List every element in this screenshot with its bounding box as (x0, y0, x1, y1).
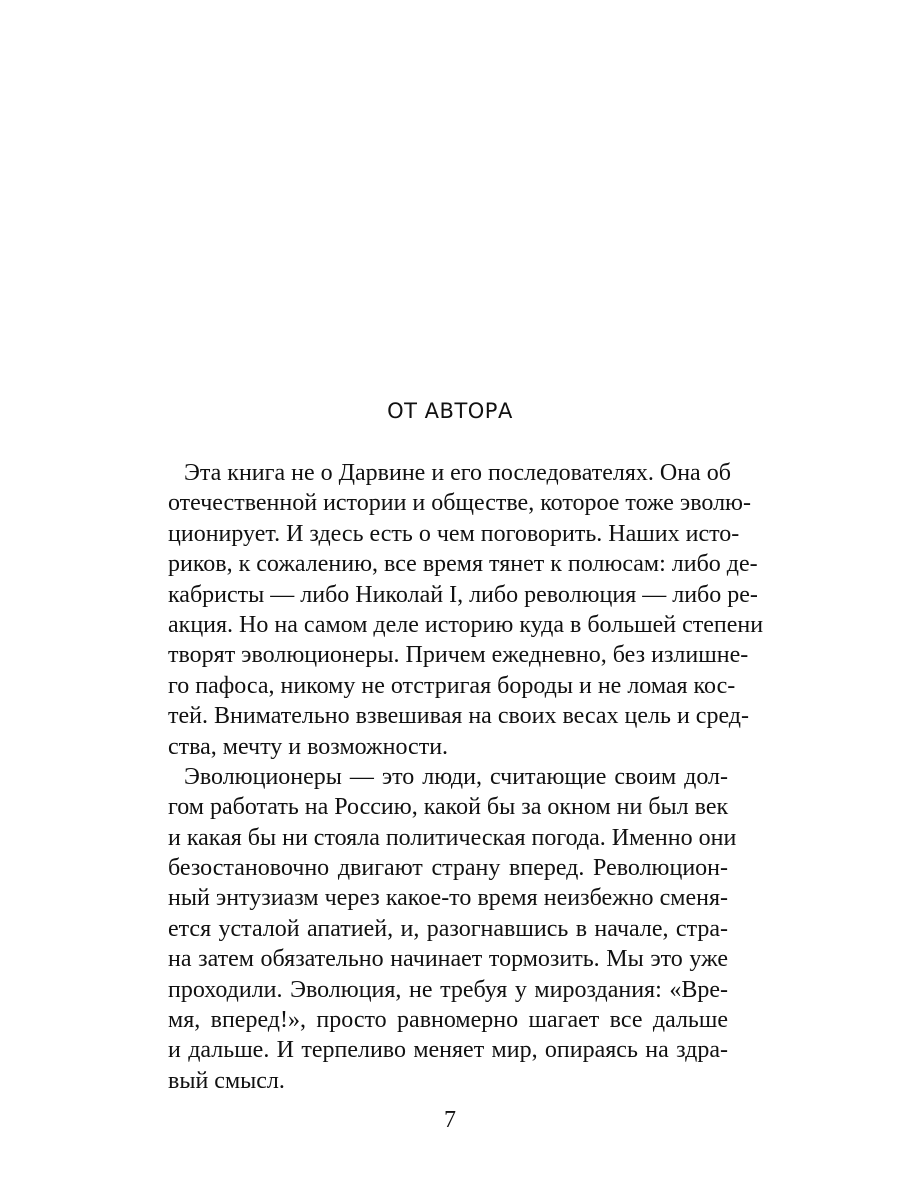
text-line: и дальше. И терпеливо меняет мир, опираясь на здра- (168, 1037, 728, 1064)
text-line: ства, мечту и возможности. (168, 733, 449, 760)
text-line: творят эволюционеры. Причем ежедневно, без излишне- (168, 642, 749, 669)
text-line: го пафоса, никому не отстригая бороды и не ломая кос- (168, 672, 736, 699)
text-line: отечественной истории и обществе, которое тоже эволю- (168, 490, 751, 517)
paragraph-1 (168, 458, 764, 762)
text-line: ется усталой апатией, и, разогнавшись в начале, стра- (168, 915, 728, 942)
text-line: Эта книга не о Дарвине и его последователях. Она об (184, 460, 731, 486)
text-line: ный энтузиазм через какое-то время неизбежно сменя- (168, 885, 728, 912)
paragraph-2 (168, 762, 737, 1096)
text-line: ционирует. И здесь есть о чем поговорить. Наших исто- (168, 520, 740, 547)
chapter-heading: ОТ АВТОРА (387, 399, 513, 423)
text-line: гом работать на Россию, какой бы за окном ни был век (168, 794, 729, 821)
text-line: и какая бы ни стояла политическая погода. Именно они (168, 824, 737, 851)
text-line: безостановочно двигают страну вперед. Революцион- (168, 855, 728, 882)
text-line: тей. Внимательно взвешивая на своих весах цель и сред- (168, 703, 749, 730)
text-line: мя, вперед!», просто равномерно шагает все дальше (168, 1007, 728, 1034)
text-line: Эволюционеры — это люди, считающие своим дол- (184, 763, 728, 790)
page-number: 7 (444, 1107, 456, 1133)
text-line: риков, к сожалению, все время тянет к полюсам: либо де- (168, 551, 758, 578)
text-line: проходили. Эволюция, не требуя у мироздания: «Вре- (168, 976, 728, 1003)
body-text (168, 458, 764, 1096)
text-line: на затем обязательно начинает тормозить. Мы это уже (168, 946, 728, 973)
text-line: кабристы — либо Николай I, либо революция — либо ре- (168, 581, 758, 608)
text-line: акция. Но на самом деле историю куда в большей степени (168, 611, 764, 638)
text-line: вый смысл. (168, 1067, 285, 1094)
